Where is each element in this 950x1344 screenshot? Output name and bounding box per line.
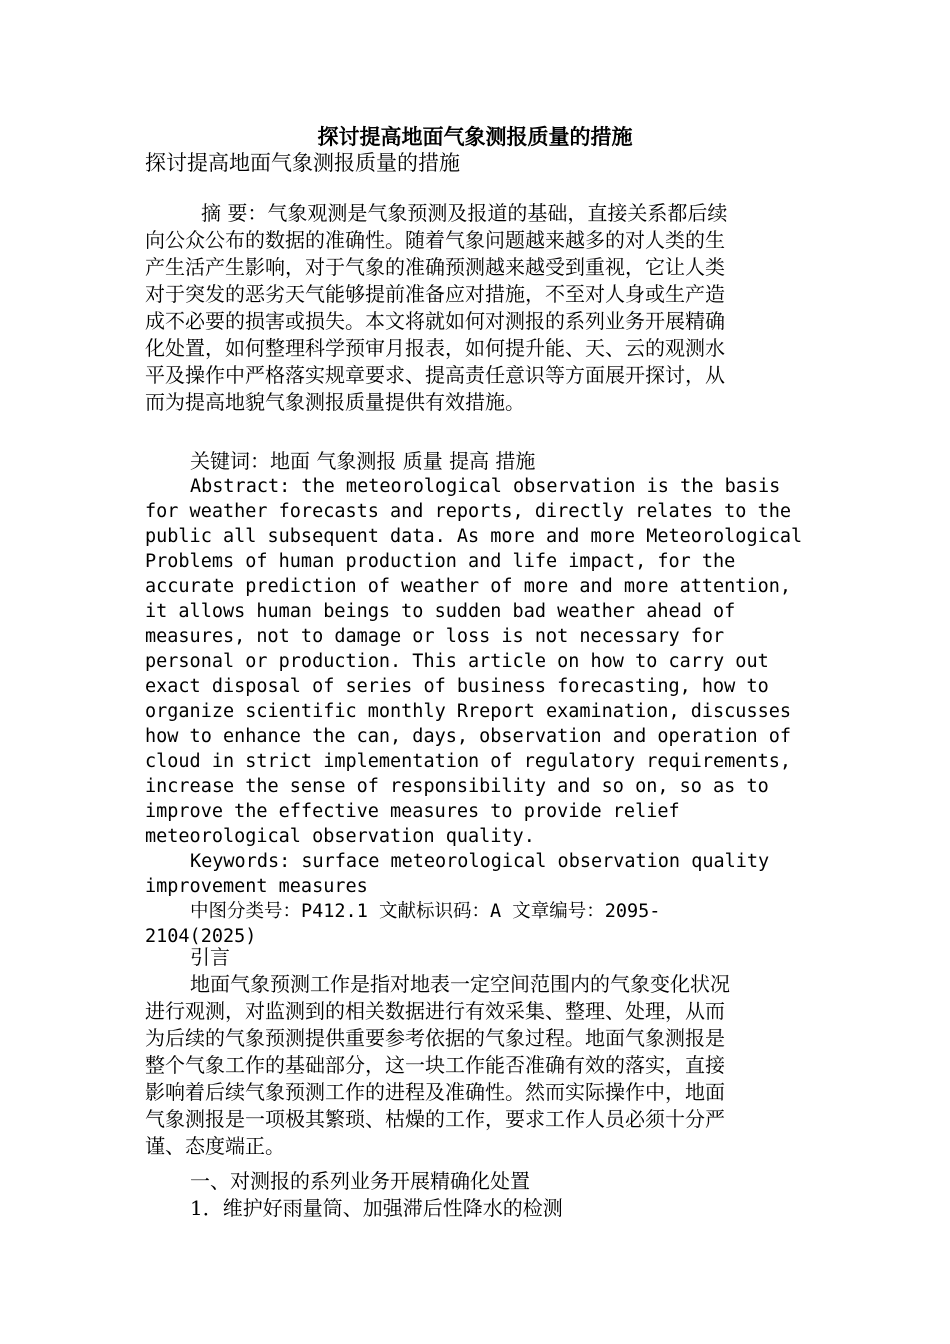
intro-line: 谨、态度端正。 xyxy=(145,1134,285,1158)
intro-line: 地面气象预测工作是指对地表一定空间范围内的气象变化状况 xyxy=(190,972,730,996)
abstract-en-line: measures, not to damage or loss is not necessary for xyxy=(145,626,725,647)
intro-line: 进行观测，对监测到的相关数据进行有效采集、整理、处理，从而 xyxy=(145,999,725,1023)
keywords-en-line: Keywords: surface meteorological observation quality xyxy=(190,851,770,872)
introduction xyxy=(145,944,805,1160)
section-item: 1．维护好雨量筒、加强滞后性降水的检测 xyxy=(190,1196,563,1220)
intro-heading: 引言 xyxy=(190,945,230,969)
abstract-en-line: organize scientific monthly Rreport examination, discusses xyxy=(145,701,792,722)
abstract-cn-line: 而为提高地貌气象测报质量提供有效措施。 xyxy=(145,390,525,414)
abstract-en-line: public all subsequent data. As more and more Meteorological xyxy=(145,526,803,547)
abstract-cn-line: 摘 要：气象观测是气象预测及报道的基础，直接关系都后续 xyxy=(201,201,728,225)
abstract-en-line: it allows human beings to sudden bad weather ahead of xyxy=(145,601,736,622)
abstract-cn-line: 产生活产生影响，对于气象的准确预测越来越受到重视，它让人类 xyxy=(145,255,725,279)
abstract-en-line: increase the sense of responsibility and so on, so as to xyxy=(145,776,769,797)
abstract-cn-line: 对于突发的恶劣天气能够提前准备应对措施，不至对人身或生产造 xyxy=(145,282,725,306)
abstract-en-line: meteorological observation quality. xyxy=(145,826,535,847)
abstract-cn-line: 平及操作中严格落实规章要求、提高责任意识等方面展开探讨，从 xyxy=(145,363,725,387)
keywords-cn-line: 关键词：地面 气象测报 质量 提高 措施 xyxy=(190,449,536,473)
document-subtitle: 探讨提高地面气象测报质量的措施 xyxy=(145,151,460,175)
abstract-cn xyxy=(145,200,805,416)
abstract-en xyxy=(145,474,805,949)
abstract-en-line: accurate prediction of weather of more and more attention, xyxy=(145,576,792,597)
intro-line: 为后续的气象预测提供重要参考依据的气象过程。地面气象测报是 xyxy=(145,1026,725,1050)
abstract-en-line: for weather forecasts and reports, directly relates to the xyxy=(145,501,792,522)
abstract-en-line: how to enhance the can, days, observation and operation of xyxy=(145,726,792,747)
abstract-en-line: cloud in strict implementation of regulatory requirements, xyxy=(145,751,792,772)
section-heading: 一、对测报的系列业务开展精确化处置 xyxy=(190,1169,530,1193)
abstract-cn-line: 向公众公布的数据的准确性。随着气象问题越来越多的对人类的生 xyxy=(145,228,725,252)
intro-line: 气象测报是一项极其繁琐、枯燥的工作，要求工作人员必须十分严 xyxy=(145,1107,725,1131)
abstract-cn-line: 化处置，如何整理科学预审月报表，如何提升能、天、云的观测水 xyxy=(145,336,725,360)
abstract-en-line: exact disposal of series of business forecasting, how to xyxy=(145,676,769,697)
abstract-en-line: personal or production. This article on how to carry out xyxy=(145,651,769,672)
classification-line: 中图分类号：P412.1 文献标识码：A 文章编号：2095- xyxy=(190,901,661,922)
intro-line: 影响着后续气象预测工作的进程及准确性。然而实际操作中，地面 xyxy=(145,1080,725,1104)
abstract-en-line: improve the effective measures to provide relief xyxy=(145,801,680,822)
intro-line: 整个气象工作的基础部分，这一块工作能否准确有效的落实，直接 xyxy=(145,1053,725,1077)
keywords-cn xyxy=(145,448,805,475)
section-1 xyxy=(145,1168,805,1222)
abstract-en-line: Problems of human production and life impact, for the xyxy=(145,551,736,572)
abstract-cn-line: 成不必要的损害或损失。本文将就如何对测报的系列业务开展精确 xyxy=(145,309,725,333)
document-title: 探讨提高地面气象测报质量的措施 xyxy=(317,124,633,149)
abstract-en-line: Abstract: the meteorological observation is the basis xyxy=(190,476,781,497)
keywords-en-line: improvement measures xyxy=(145,876,368,897)
classification-line: 2104(2025) xyxy=(145,926,257,947)
